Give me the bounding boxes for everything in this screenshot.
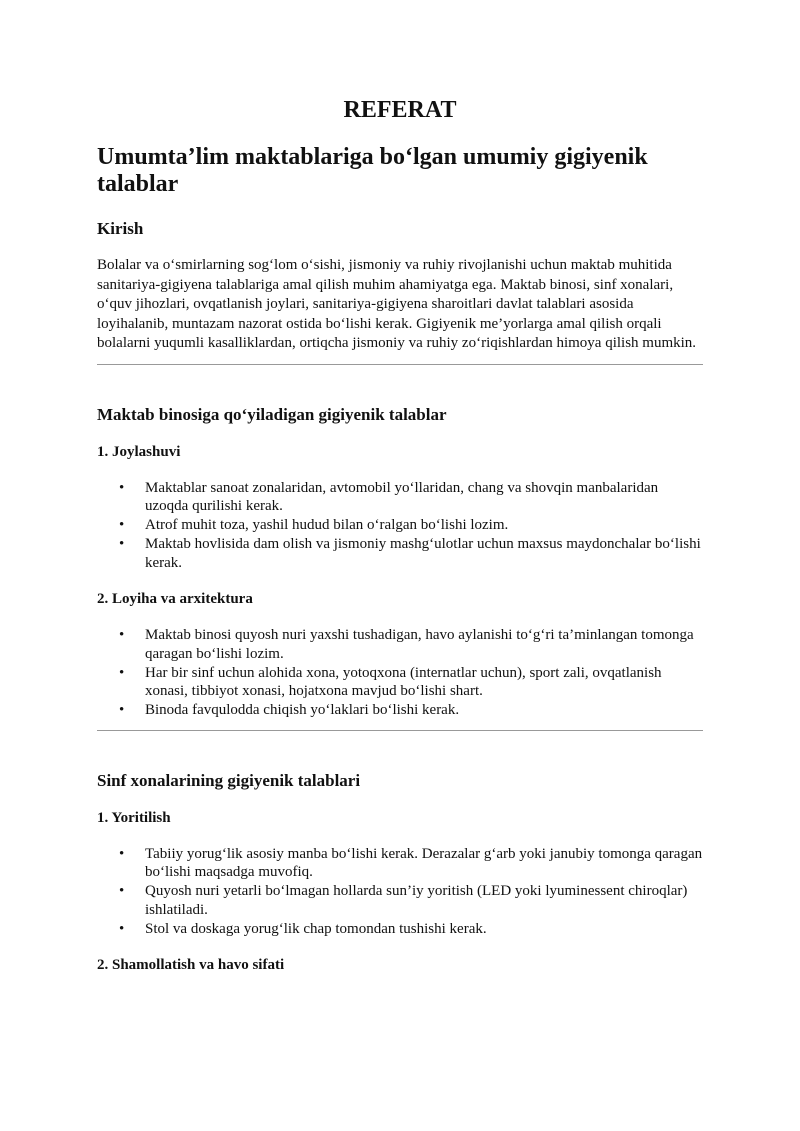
list-item: • Maktab binosi quyosh nuri yaxshi tushadigan, havo aylanishi to‘g‘ri ta’minlangan tomonga qaragan bo‘lishi lozim. bbox=[119, 627, 694, 662]
list-item: • Atrof muhit toza, yashil hudud bilan o‘ralgan bo‘lishi lozim. bbox=[119, 517, 509, 533]
section2-sub2-heading: 2. Shamollatish va havo sifati bbox=[97, 957, 285, 973]
bullet-icon: • bbox=[119, 664, 125, 681]
list-item: • Maktablar sanoat zonalaridan, avtomobil yo‘llaridan, chang va shovqin manbalaridan uzoqda qurilishi kerak. bbox=[119, 479, 659, 514]
document-title: Umumta’lim maktablariga bo‘lgan umumiy gigiyenik talablar bbox=[97, 144, 648, 197]
section2-sub1-heading: 1. Yoritilish bbox=[97, 809, 171, 826]
section2-sub1-list bbox=[97, 845, 703, 939]
bullet-icon: • bbox=[119, 702, 125, 718]
section2-heading: Sinf xonalarining gigiyenik talablari bbox=[97, 770, 361, 790]
section1-sub1-list bbox=[97, 479, 703, 573]
list-item: • Tabiiy yorug‘lik asosiy manba bo‘lishi kerak. Derazalar g‘arb yoki janubiy tomonga qaragan bo‘lishi maqsadga muvofiq. bbox=[119, 845, 703, 880]
section-divider bbox=[97, 730, 703, 731]
document-content bbox=[97, 94, 703, 975]
bullet-icon: • bbox=[119, 517, 125, 533]
list-item: • Quyosh nuri yetarli bo‘lmagan hollarda sun’iy yoritish (LED yoki lyuminessent chiroqlar) ishlatiladi. bbox=[119, 883, 688, 918]
bullet-icon: • bbox=[119, 883, 125, 899]
document-kind-heading: REFERAT bbox=[343, 97, 457, 123]
section1-sub2-heading: 2. Loyiha va arxitektura bbox=[97, 591, 253, 607]
list-item: • Maktab hovlisida dam olish va jismoniy mashg‘ulotlar uchun maxsus maydonchalar bo‘lishi kerak. bbox=[119, 536, 701, 571]
bullet-icon: • bbox=[119, 920, 125, 937]
list-item: • Har bir sinf uchun alohida xona, yotoqxona (internatlar uchun), sport zali, ovqatlanish xonasi, tibbiyot xonasi, hojatxona mavjud bo‘lishi shart. bbox=[119, 664, 662, 699]
list-item: • Binoda favqulodda chiqish yo‘laklari bo‘lishi kerak. bbox=[119, 702, 460, 718]
bullet-icon: • bbox=[119, 479, 125, 496]
list-item: • Stol va doskaga yorug‘lik chap tomondan tushishi kerak. bbox=[119, 920, 487, 937]
bullet-icon: • bbox=[119, 627, 125, 643]
section1-sub1-heading: 1. Joylashuvi bbox=[97, 443, 181, 460]
bullet-icon: • bbox=[119, 845, 125, 862]
bullet-icon: • bbox=[119, 536, 125, 552]
section-divider bbox=[97, 364, 703, 365]
intro-heading: Kirish bbox=[97, 219, 144, 238]
section1-sub2-list bbox=[97, 626, 703, 720]
section1-heading: Maktab binosiga qo‘yiladigan gigiyenik talablar bbox=[97, 404, 447, 424]
intro-paragraph: Bolalar va o‘smirlarning sog‘lom o‘sishi, jismoniy va ruhiy rivojlanishi uchun maktab muhitida sanitariya-gigiyena talablariga amal qilish muhim ahamiyatga ega. Maktab binosi, sinf xonalari, o‘quv jihozlari, ovqatlanish joylari, sanitariya-gigiyena sharoitlari davlat talablari asosida loyihalanib, muntazam nazorat ostida bo‘lishi kerak. Gigiyenik me’yorlarga amal qilish orqali bolalarni yuqumli kasalliklardan, ortiqcha jismoniy va ruhiy zo‘riqishlardan himoya qilish mumkin. bbox=[97, 257, 697, 351]
